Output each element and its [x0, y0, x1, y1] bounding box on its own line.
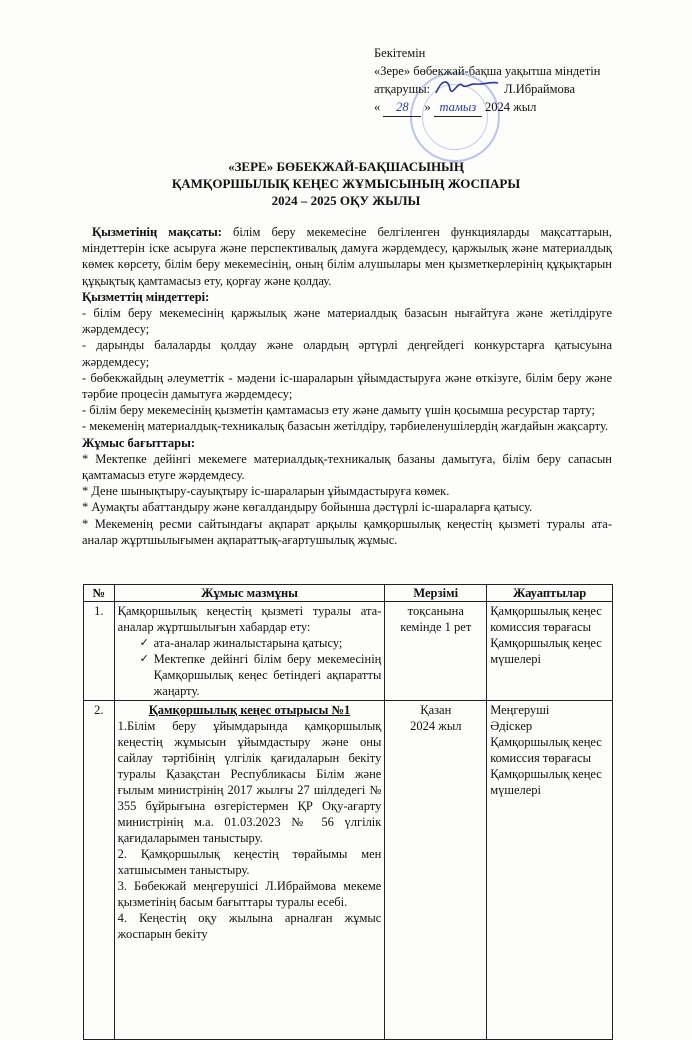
title-line2: ҚАМҚОРШЫЛЫҚ КЕҢЕС ЖҰМЫСЫНЫҢ ЖОСПАРЫ	[171, 176, 521, 191]
checklist-item	[140, 635, 382, 651]
approval-block	[374, 44, 674, 117]
approval-line2: «Зере» бөбекжай-бақша уақытша міндетін	[374, 64, 601, 78]
row-number: 2.	[84, 701, 115, 1040]
responsible-item: Әдіскер	[490, 719, 533, 733]
date-close-quote: »	[424, 100, 431, 114]
row-responsible	[487, 701, 613, 1040]
responsible-item: Қамқоршылық кеңес мүшелері	[490, 636, 602, 666]
header-number: №	[84, 585, 115, 602]
row-deadline	[385, 701, 487, 1040]
task-item: - білім беру мекемесінің қаржылық және материалдық базасын нығайтуға және жетілдіруге жәрдемдесу;	[82, 306, 612, 337]
row-deadline: тоқсанына кемінде 1 рет	[385, 602, 487, 701]
direction-item: * Аумақты абаттандыру және көгалдандыру бойынша дәстүрлі іс-шараларға қатысу.	[82, 500, 533, 515]
checklist-item-text: Мектепке дейінгі білім беру мекемесінің Қамқоршылық кеңес бетіндегі ақпаратты жаңарту.	[153, 652, 382, 698]
table-row	[84, 602, 613, 701]
responsible-item: Қамқоршылық кеңес мүшелері	[490, 767, 602, 797]
checkmark-icon: ✓	[139, 637, 149, 649]
header-responsible: Жауаптылар	[487, 585, 613, 602]
header-deadline: Мерзімі	[385, 585, 487, 602]
meeting-title: Қамқоршылық кеңес отырысы №1	[148, 703, 351, 717]
task-item: - мекеменің материалдық-техникалық базасын жетілдіру, тәрбиеленушілердің жағдайын жақсарту.	[82, 419, 609, 434]
checkmark-icon: ✓	[139, 653, 149, 665]
document-body	[82, 224, 612, 548]
purpose-text: білім беру мекемесіне белгіленген функцияларды мақсаттарын, міндеттерін іске асыруға және перспективалық дамуға жәрдемдесу, қаржылық және материалдық көмек көрсету, білім беру мекемесінің, оның білім алушылары мен қызметкерлерінің құқықтарын құқықтық қамтамасыз ету, қорғау және қолдау.	[82, 225, 613, 288]
tasks-heading: Қызметтің міндеттері:	[82, 289, 210, 304]
purpose-heading: Қызметінің мақсаты:	[92, 225, 222, 239]
document-title	[80, 158, 612, 209]
date-open-quote: «	[374, 100, 381, 114]
direction-item: * Дене шынықтыру-сауықтыру іс-шараларын ұйымдастыруға көмек.	[82, 484, 450, 499]
responsible-item: Қамқоршылық кеңес комиссия төрағасы	[490, 604, 602, 634]
approval-name: Л.Ибраймова	[504, 82, 576, 96]
direction-item: * Мектепке дейінгі мекемеге материалдық-техникалық базаны дамытуға, білім беру сапасын қамтамасыз етуге жәрдемдесу.	[82, 451, 612, 483]
table-row	[84, 701, 613, 1040]
deadline-year: 2024 жыл	[410, 719, 462, 733]
title-line3: 2024 – 2025 ОҚУ ЖЫЛЫ	[271, 193, 421, 208]
agenda-item: 4. Кеңестің оқу жылына арналған жұмыс жоспарын бекіту	[117, 911, 382, 941]
header-content: Жұмыс мазмұны	[114, 585, 385, 602]
title-line1: «ЗЕРЕ» БӨБЕКЖАЙ-БАҚШАСЫНЫҢ	[228, 159, 464, 174]
row-content-text: Қамқоршылық кеңестің қызметі туралы ата-аналар жұртшылығын хабардар ету:	[117, 604, 382, 634]
row-responsible	[487, 602, 613, 701]
directions-heading: Жұмыс бағыттары:	[82, 435, 196, 450]
approval-line1: Бекітемін	[374, 46, 426, 60]
row-content	[114, 701, 385, 1040]
approval-day: 28	[383, 98, 421, 117]
agenda-item: 1.Білім беру ұйымдарында қамқоршылық кеңестің жұмысын ұйымдастыру және оны сайлау тәртібінің үлгілік қағидаларын бекіту туралы Қазақстан Республикасы Білім және ғылым министрінің 2017 жылғы 27 шілдедегі № 355 бұйрығына өзгерістермен ҚР Оқу-ағарту министрінің м.а. 01.03.2023 № 56 үлгілік қағидаларымен таныстыру.	[117, 719, 382, 845]
approval-month: тамыз	[434, 98, 482, 117]
signature-mark	[432, 81, 502, 97]
direction-item: * Мекеменің ресми сайтындағы ақпарат арқылы қамқоршылық кеңестің қызметі туралы ата-аналар жұртшылығымен ақпараттық-ағартушылық жұмыс.	[82, 516, 612, 547]
row-number: 1.	[84, 602, 115, 701]
approval-role: атқарушы:	[374, 82, 431, 96]
responsible-item: Меңгеруші	[490, 703, 550, 717]
checklist	[118, 635, 382, 699]
deadline-month: Қазан	[420, 703, 452, 717]
responsible-item: Қамқоршылық кеңес комиссия төрағасы	[490, 735, 602, 765]
agenda-item: 3. Бөбекжай меңгерушісі Л.Ибраймова мекеме қызметінің басым бағыттары туралы есебі.	[117, 879, 382, 909]
approval-year: 2024 жыл	[485, 100, 537, 114]
row-content	[114, 602, 385, 701]
checklist-item	[140, 651, 382, 699]
agenda-item: 2. Қамқоршылық кеңестің төрайымы мен хатшысымен таныстыру.	[117, 847, 382, 877]
purpose-paragraph	[82, 224, 612, 289]
plan-table	[83, 584, 613, 1040]
task-item: - білім беру мекемесінің қызметін қамтамасыз ету және дамыту үшін қосымша ресурстар тарту;	[82, 403, 595, 418]
table-header-row	[84, 585, 613, 602]
task-item: - бөбекжайдың әлеуметтік - мәдени іс-шараларын ұйымдастыруға және өткізуге, білім беру және тәрбие процесін дамытуға жәрдемдесу;	[82, 370, 612, 402]
task-item: - дарынды балаларды қолдау және олардың әртүрлі деңгейдегі конкурстарға қатысуына жәрдемдесу;	[82, 338, 612, 369]
approval-date	[374, 98, 674, 117]
approval-line3	[374, 80, 674, 98]
checklist-item-text: ата-аналар жиналыстарына қатысу;	[153, 636, 343, 650]
